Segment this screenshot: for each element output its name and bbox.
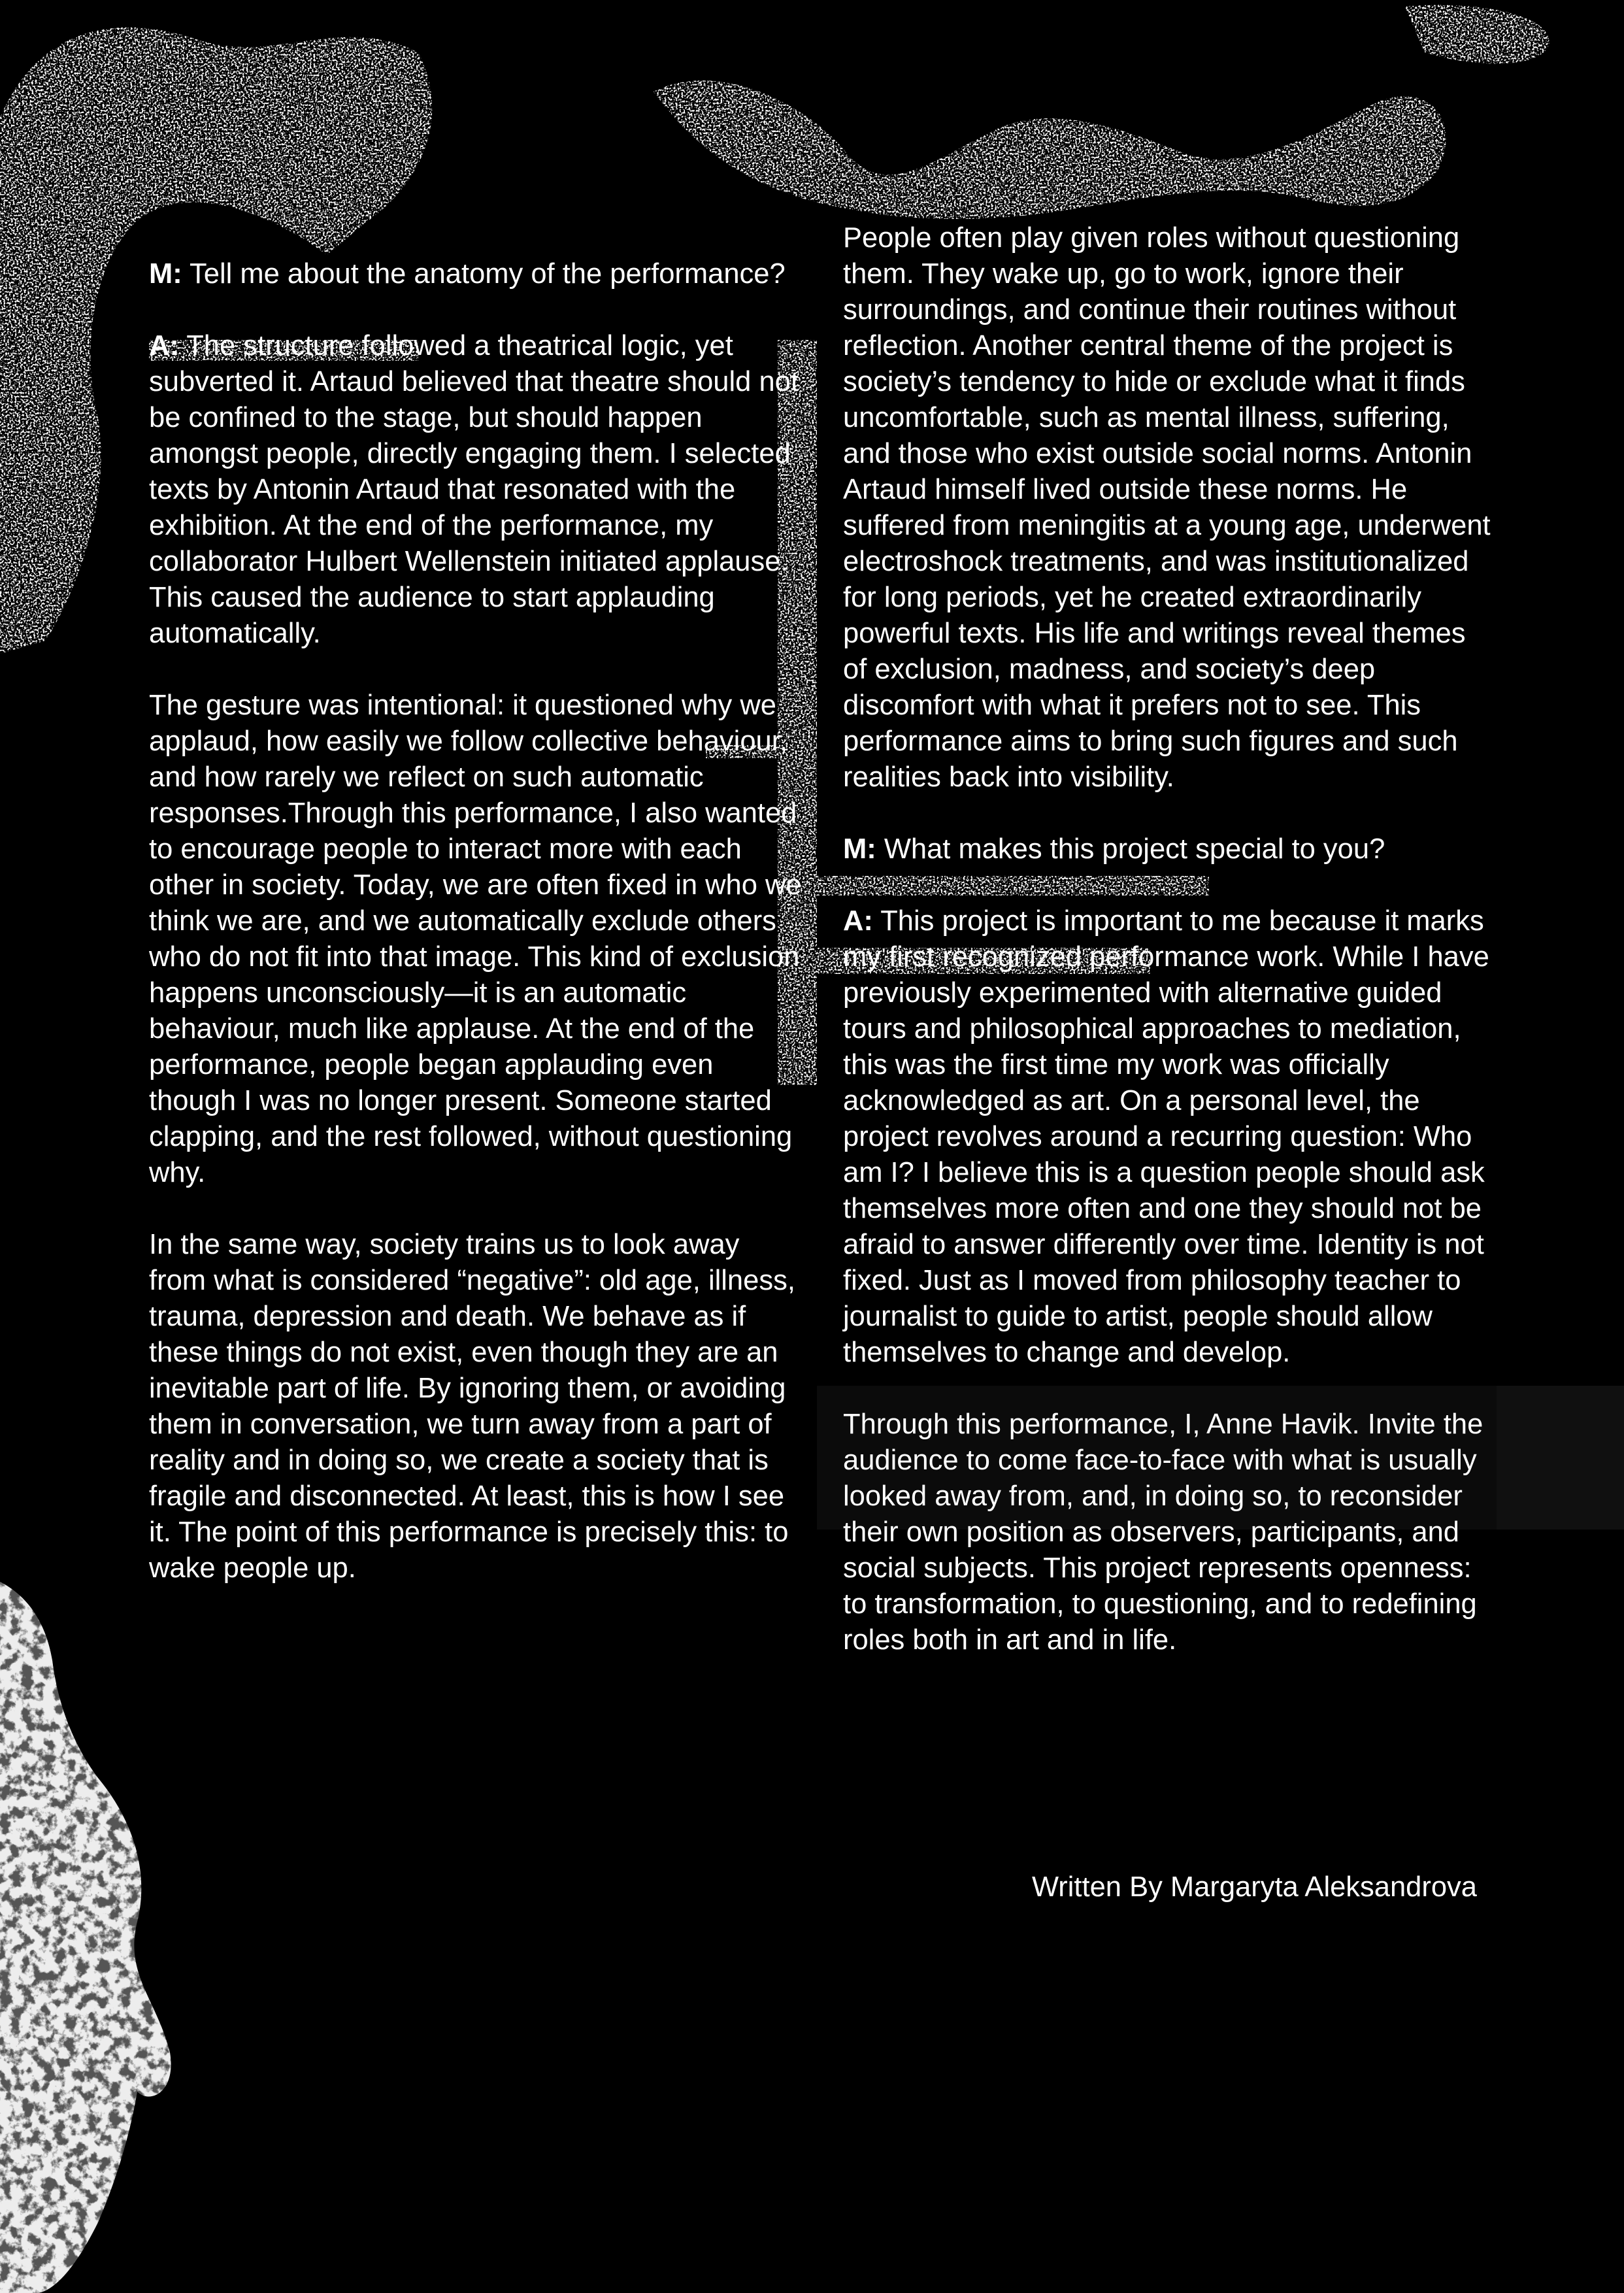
paragraph: The gesture was intentional: it questioned why we applaud, how easily we follow collective behaviour, and how rarely we reflect on such automatic responses.Through this performance, I also wanted to encourage people to interact more with each other in society. Today, we are often fixed in who we think we are, and we automatically exclude others who do not fit into that image. This kind of exclusion happens unconsciously—it is an automatic behaviour, much like applause. At the end of the performance, people began applauding even though I was no longer present. Someone started clapping, and the rest followed, without questioning why. (149, 690, 802, 1188)
answer-2 (843, 903, 1497, 1371)
question-text: What makes this project special to you? (884, 833, 1385, 865)
speaker-label: M: (843, 833, 876, 865)
answer-text: This project is important to me because it marks my first recognized performance work. While I have previously experimented with alternative guided tours and philosophical approaches to mediation, this was the first time my work was officially acknowledged as art. On a personal level, the project revolves around a recurring question: Who am I? I believe this is a question people should ask themselves more often and one they should not be afraid to answer differently over time. Identity is not fixed. Just as I moved from philosophy teacher to journalist to guide to artist, people should allow themselves to change and develop. (843, 905, 1489, 1368)
paragraph: Through this performance, I, Anne Havik. Invite the audience to come face-to-face with what is usually looked away from, and, in doing so, to reconsider their own position as observers, participants, and social subjects. This project represents openness: to transformation, to questioning, and to redefining roles both in art and in life. (843, 1409, 1483, 1656)
paragraph: People often play given roles without questioning them. They wake up, go to work, ignore their surroundings, and continue their routines without reflection. Another central theme of the project is society’s tendency to hide or exclude what it finds uncomfortable, such as mental illness, suffering, and those who exist outside social norms. Antonin Artaud himself lived outside these norms. He suffered from meningitis at a young age, underwent electroshock treatments, and was institutionalized for long periods, yet he created extraordinarily powerful texts. His life and writings reveal themes of exclusion, madness, and society’s deep discomfort with what it prefers not to see. This performance aims to bring such figures and such realities back into visibility. (843, 222, 1491, 793)
question-text: Tell me about the anatomy of the performance? (190, 258, 786, 290)
answer-1 (149, 328, 803, 652)
left-column (149, 256, 803, 1622)
speaker-label: M: (149, 258, 182, 290)
speaker-label: A: (149, 330, 179, 361)
answer-text: The structure followed a theatrical logic, yet subverted it. Artaud believed that theatre should not be confined to the stage, but should happen amongst people, directly engaging them. I selected texts by Antonin Artaud that resonated with the exhibition. At the end of the performance, my collaborator Hulbert Wellenstein initiated applause. This caused the audience to start applauding automatically. (149, 330, 799, 649)
right-column (843, 220, 1497, 1694)
byline: Written By Margaryta Aleksandrova (1032, 1871, 1477, 1903)
question-1 (149, 256, 803, 292)
speaker-label: A: (843, 905, 873, 937)
question-2 (843, 831, 1497, 867)
paragraph: In the same way, society trains us to look away from what is considered “negative”: old age, illness, trauma, depression and death. We behave as if these things do not exist, even though they are an inevitable part of life. By ignoring them, or avoiding them in conversation, we turn away from a part of reality and in doing so, we create a society that is fragile and disconnected. At least, this is how I see it. The point of this performance is precisely this: to wake people up. (149, 1229, 795, 1584)
